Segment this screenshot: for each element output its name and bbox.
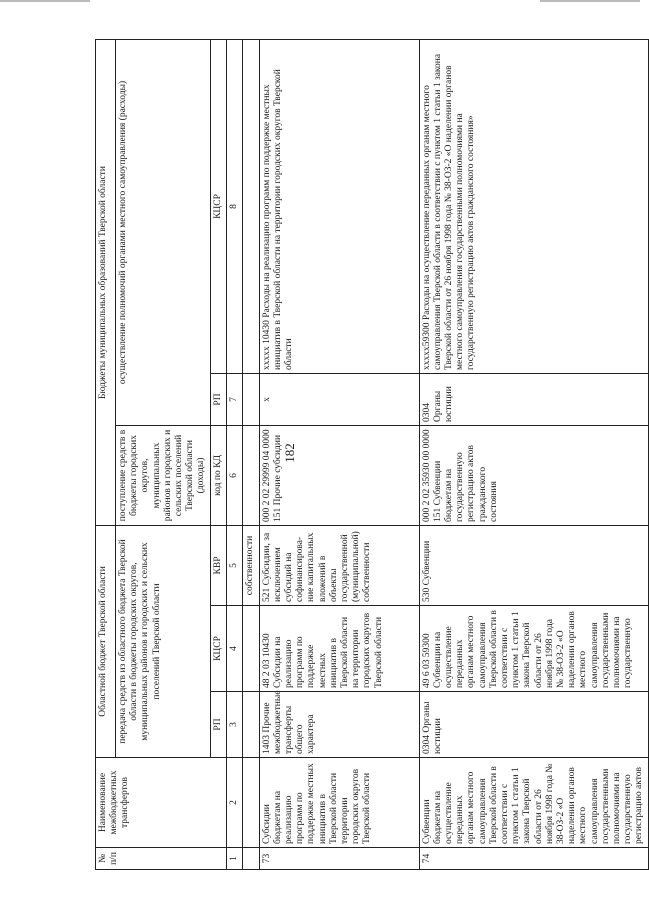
table-row [259,40,419,870]
column-number: 8 [227,40,243,374]
row-rp: 1403 Прочие межбюджетные трансферты общего характера [259,692,419,758]
row-num: 74 [419,848,648,870]
column-number: 1 [227,848,243,870]
header-rp: РП [211,692,227,758]
row-num: 73 [259,848,419,870]
scan-mark-top-right [540,0,640,2]
page-number: 182 [281,443,297,463]
table-row [419,40,648,870]
header-kd: код по КД [211,426,227,526]
transfer-table-sheet [95,40,645,870]
header-kcsr: КЦСР [211,606,227,692]
column-number: 5 [227,526,243,606]
header-municipal-budgets: Бюджеты муниципальных образований Тверской области [96,40,116,526]
header-rp2: РП [211,374,227,426]
scan-mark-top-left [0,0,90,2]
column-number: 6 [227,426,243,526]
row-rp: 0304 Органы юстиции [419,692,648,758]
header-regional-transfer: передача средств из областного бюджета Тверской области в бюджеты городских округов, муниципальных районов и городских и сельских поселений Тверской области [116,526,211,758]
row-rp2: 0304 Органы юстиции [419,374,648,426]
header-regional-budget: Областной бюджет Тверской области [96,526,116,758]
continuation-note: собственности [243,526,259,606]
header-kvr: КВР [211,526,227,606]
column-number: 2 [227,758,243,848]
row-kcsr2: хххxх 10430 Расходы на реализацию программ по поддержке местных инициатив в Тверской области на территории городских округов Тверской области [259,40,419,374]
header-num: № п/п [96,848,227,870]
row-kcsr: 48 2 03 10430 Субсидии на реализацию программ по поддержке местных инициатив в Тверской области на территории городских округов Тверской области [259,606,419,692]
header-name: Наименование межбюджетных трансфертов [96,758,227,848]
header-municipal-exercise: осуществление полномочий органами местного самоуправления (расходы) [116,40,211,426]
row-name: Субвенции бюджетам на осуществление переданных органам местного самоуправления Тверской области в соответствии с пунктом 1 статьи 1 закона Тверской области от 26 ноября 1998 года № 38-ОЗ-2 «О наделении органов местного самоуправления государственными полномочиями на государственную регистрацию актов [419,758,648,848]
row-kcsr2: хххxх59300 Расходы на осуществление переданных органам местного самоуправления Тверской области в соответствии с пунктом 1 статьи 1 закона Тверской области от 26 ноября 1998 года № 38-ОЗ-2 «О наделении органов местного самоуправления государственными полномочиями на государственную регистрацию актов гражданского состояния» [419,40,648,374]
row-kvr: 530 Субвенции [419,526,648,606]
header-municipal-receipt: поступление средств в бюджеты городских округов, муниципальных районов и городских и сельских поселений Тверской области (доходы) [116,426,211,526]
row-kd: 000 2 02 29999 04 0000 151 Прочие субсидии [259,426,419,526]
column-number: 3 [227,692,243,758]
row-kd: 000 2 02 35930 00 0000 151 Субвенции бюджетам на государственную регистрацию актов гражданского состояния [419,426,648,526]
column-number: 7 [227,374,243,426]
row-rp2: х [259,374,419,426]
column-number: 4 [227,606,243,692]
header-kcsr2: КЦСР [211,40,227,374]
row-name: Субсидии бюджетам на реализацию программ по поддержке местных инициатив в Тверской области территории городских округов Тверской области [259,758,419,848]
row-kcsr: 49 6 03 59300 Субвенции на осуществление переданных органам местного самоуправления Тверской области в соответствии с пунктом 1 статьи 1 закона Тверской области от 26 ноября 1998 года № 38-ОЗ-2 «О наделении органов местного самоуправления государственными полномочиями на государственную [419,606,648,692]
transfer-table [95,39,649,870]
row-kvr: 521 Субсидии, за исключением субсидий на софинансирова-ние капитальных вложений в объекты государственной (муниципальной) собственности [259,526,419,606]
